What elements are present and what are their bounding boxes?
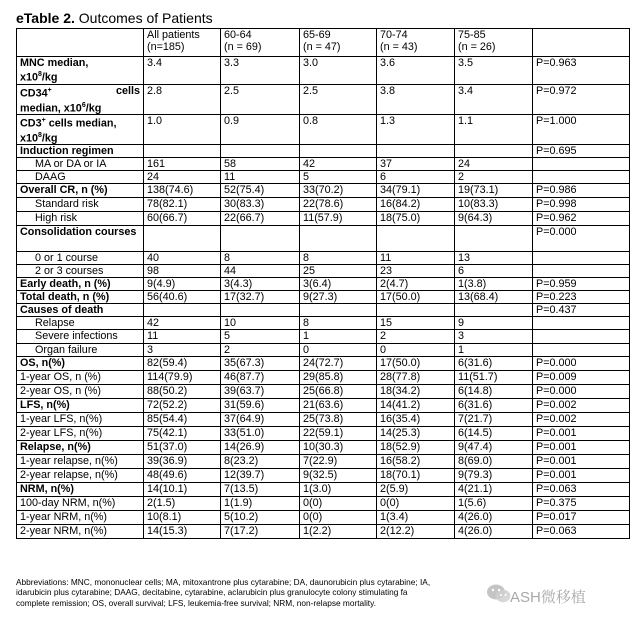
value-cell: 18(70.1) (377, 469, 455, 483)
p-value-cell: P=0.962 (533, 212, 630, 226)
value-cell: 14(25.3) (377, 427, 455, 441)
value-cell: 8 (300, 317, 377, 330)
value-cell: 3(4.3) (221, 278, 300, 291)
value-cell: 25(73.8) (300, 413, 377, 427)
value-cell: 9(64.3) (455, 212, 533, 226)
p-value-cell: P=0.000 (533, 226, 630, 252)
value-cell: 3.5 (455, 57, 533, 85)
value-cell (300, 304, 377, 317)
row-label: Relapse (17, 317, 144, 330)
value-cell: 8 (221, 252, 300, 265)
table-row (17, 330, 630, 344)
p-value-cell: P=0.986 (533, 184, 630, 198)
value-cell: 7(13.5) (221, 483, 300, 497)
table-row (17, 198, 630, 212)
p-value-cell: P=0.002 (533, 413, 630, 427)
row-label: CD3+ cells median, $x10^8/kg$ (17, 115, 144, 145)
p-value-cell (533, 171, 630, 184)
row-label: 2 or 3 courses (17, 265, 144, 278)
value-cell: 51(37.0) (144, 441, 221, 455)
value-cell: 17(50.0) (377, 357, 455, 371)
value-cell: 18(52.9) (377, 441, 455, 455)
table-title-text: Outcomes of Patients (78, 10, 213, 26)
value-cell: 6(14.5) (455, 427, 533, 441)
value-cell: 33(70.2) (300, 184, 377, 198)
value-cell: 1(5.6) (455, 497, 533, 511)
value-cell: 1 (455, 344, 533, 357)
value-cell: 2 (221, 344, 300, 357)
row-label: Relapse, n(%) (17, 441, 144, 455)
value-cell: 2(5.9) (377, 483, 455, 497)
value-cell (221, 304, 300, 317)
p-value-cell: P=0.695 (533, 145, 630, 158)
value-cell: 2.5 (300, 85, 377, 115)
table-row (17, 212, 630, 226)
p-value-cell: P=0.972 (533, 85, 630, 115)
value-cell: 2(12.2) (377, 525, 455, 539)
table-row-mnc (17, 57, 630, 85)
row-label: 0 or 1 course (17, 252, 144, 265)
value-cell: 6(31.6) (455, 357, 533, 371)
header-row (17, 29, 630, 57)
value-cell: 22(78.6) (300, 198, 377, 212)
value-cell: 48(49.6) (144, 469, 221, 483)
row-label: Consolidation courses (17, 226, 144, 252)
value-cell: 3 (455, 330, 533, 344)
table-row (17, 265, 630, 278)
row-label: DAAG (17, 171, 144, 184)
row-label: MNC median, $x10^8/kg$ (17, 57, 144, 85)
table-row (17, 371, 630, 385)
value-cell: 18(34.2) (377, 385, 455, 399)
value-cell: 9 (455, 317, 533, 330)
header-cell: 65-69 (n = 47) (300, 29, 377, 57)
header-cell (533, 29, 630, 57)
p-value-cell: P=0.998 (533, 198, 630, 212)
row-label: LFS, n(%) (17, 399, 144, 413)
value-cell: 34(79.1) (377, 184, 455, 198)
row-label: Severe infections (17, 330, 144, 344)
value-cell: 3.0 (300, 57, 377, 85)
value-cell: 22(59.1) (300, 427, 377, 441)
value-cell: 25 (300, 265, 377, 278)
value-cell: 0.8 (300, 115, 377, 145)
p-value-cell: P=0.963 (533, 57, 630, 85)
p-value-cell (533, 265, 630, 278)
value-cell: 11(57.9) (300, 212, 377, 226)
value-cell: 39(63.7) (221, 385, 300, 399)
value-cell: 2 (455, 171, 533, 184)
table-row (17, 158, 630, 171)
value-cell: 44 (221, 265, 300, 278)
footnote (16, 577, 629, 608)
value-cell: 60(66.7) (144, 212, 221, 226)
table-row (17, 385, 630, 399)
table-title-label: eTable 2. (16, 10, 75, 26)
p-value-cell: P=0.437 (533, 304, 630, 317)
value-cell: 24 (455, 158, 533, 171)
p-value-cell (533, 317, 630, 330)
row-label: Total death, n (%) (17, 291, 144, 304)
value-cell: 72(52.2) (144, 399, 221, 413)
value-cell: 24 (144, 171, 221, 184)
table-row (17, 455, 630, 469)
value-cell: 13 (455, 252, 533, 265)
value-cell: 39(36.9) (144, 455, 221, 469)
value-cell: 4(26.0) (455, 525, 533, 539)
table-row-cd34 (17, 85, 630, 115)
table-row (17, 511, 630, 525)
value-cell: 114(79.9) (144, 371, 221, 385)
value-cell: 2.5 (221, 85, 300, 115)
row-label: Early death, n (%) (17, 278, 144, 291)
value-cell: 8(69.0) (455, 455, 533, 469)
value-cell: 37 (377, 158, 455, 171)
value-cell: 1.0 (144, 115, 221, 145)
value-cell: 19(73.1) (455, 184, 533, 198)
value-cell (221, 145, 300, 158)
value-cell: 5(10.2) (221, 511, 300, 525)
value-cell: 10(83.3) (455, 198, 533, 212)
value-cell: 3.6 (377, 57, 455, 85)
value-cell: 37(64.9) (221, 413, 300, 427)
p-value-cell: P=0.017 (533, 511, 630, 525)
value-cell: 14(41.2) (377, 399, 455, 413)
row-label: High risk (17, 212, 144, 226)
p-value-cell: P=0.223 (533, 291, 630, 304)
value-cell: 0 (300, 344, 377, 357)
value-cell: 3.4 (144, 57, 221, 85)
table-row (17, 226, 630, 252)
table-row (17, 278, 630, 291)
value-cell: 42 (300, 158, 377, 171)
row-label: 2-year NRM, n(%) (17, 525, 144, 539)
value-cell: 33(51.0) (221, 427, 300, 441)
row-label: 1-year OS, n (%) (17, 371, 144, 385)
value-cell: 0(0) (377, 497, 455, 511)
p-value-cell: P=0.959 (533, 278, 630, 291)
value-cell: 2 (377, 330, 455, 344)
row-label: 2-year relapse, n(%) (17, 469, 144, 483)
table-row (17, 525, 630, 539)
value-cell: 1(1.9) (221, 497, 300, 511)
value-cell: 7(17.2) (221, 525, 300, 539)
table-row (17, 399, 630, 413)
value-cell: 9(4.9) (144, 278, 221, 291)
table-row (17, 441, 630, 455)
value-cell: 17(32.7) (221, 291, 300, 304)
table-row (17, 145, 630, 158)
value-cell: 11 (144, 330, 221, 344)
table-row (17, 184, 630, 198)
value-cell (144, 145, 221, 158)
value-cell: 29(85.8) (300, 371, 377, 385)
value-cell (144, 304, 221, 317)
value-cell: 24(72.7) (300, 357, 377, 371)
value-cell: 40 (144, 252, 221, 265)
value-cell: 2.8 (144, 85, 221, 115)
header-cell: 70-74 (n = 43) (377, 29, 455, 57)
value-cell: 28(77.8) (377, 371, 455, 385)
outcomes-table (16, 28, 630, 539)
value-cell: 58 (221, 158, 300, 171)
header-cell: 60-64 (n = 69) (221, 29, 300, 57)
p-value-cell: P=0.375 (533, 497, 630, 511)
value-cell: 3 (144, 344, 221, 357)
row-label: CD34+ cells median, $x10^6/kg$ (17, 85, 144, 115)
table-row (17, 497, 630, 511)
value-cell: 7(22.9) (300, 455, 377, 469)
value-cell: 6(14.8) (455, 385, 533, 399)
value-cell: 2(4.7) (377, 278, 455, 291)
p-value-cell: P=1.000 (533, 115, 630, 145)
value-cell: 35(67.3) (221, 357, 300, 371)
table-row (17, 427, 630, 441)
value-cell: 1(2.2) (300, 525, 377, 539)
value-cell: 10(30.3) (300, 441, 377, 455)
row-label: Organ failure (17, 344, 144, 357)
value-cell: 82(59.4) (144, 357, 221, 371)
value-cell: 1(3.8) (455, 278, 533, 291)
value-cell: 78(82.1) (144, 198, 221, 212)
value-cell: 9(47.4) (455, 441, 533, 455)
value-cell: 31(59.6) (221, 399, 300, 413)
value-cell: 14(26.9) (221, 441, 300, 455)
value-cell: 14(15.3) (144, 525, 221, 539)
value-cell: 4(26.0) (455, 511, 533, 525)
value-cell: 56(40.6) (144, 291, 221, 304)
value-cell: 17(50.0) (377, 291, 455, 304)
value-cell: 75(42.1) (144, 427, 221, 441)
p-value-cell (533, 344, 630, 357)
table-row (17, 357, 630, 371)
row-label: 2-year OS, n (%) (17, 385, 144, 399)
value-cell: 85(54.4) (144, 413, 221, 427)
footnote-line: idarubicin plus cytarabine; DAAG, decitabine, cytarabine, aclarubicin plus granulocyte colony stimulating fa (16, 587, 408, 598)
value-cell: 11 (221, 171, 300, 184)
p-value-cell: P=0.000 (533, 357, 630, 371)
p-value-cell: P=0.001 (533, 441, 630, 455)
value-cell: 52(75.4) (221, 184, 300, 198)
value-cell: 6 (377, 171, 455, 184)
value-cell: 11(51.7) (455, 371, 533, 385)
value-cell (300, 145, 377, 158)
value-cell: 23 (377, 265, 455, 278)
row-label: Induction regimen (17, 145, 144, 158)
value-cell: 1(3.4) (377, 511, 455, 525)
header-cell: All patients (n=185) (144, 29, 221, 57)
value-cell: 11 (377, 252, 455, 265)
row-label: 1-year NRM, n(%) (17, 511, 144, 525)
value-cell: 3(6.4) (300, 278, 377, 291)
value-cell (455, 226, 533, 252)
table-row (17, 252, 630, 265)
value-cell: 9(27.3) (300, 291, 377, 304)
p-value-cell: P=0.000 (533, 385, 630, 399)
value-cell: 22(66.7) (221, 212, 300, 226)
value-cell: 16(84.2) (377, 198, 455, 212)
header-cell (17, 29, 144, 57)
table-row (17, 291, 630, 304)
row-label: Standard risk (17, 198, 144, 212)
value-cell: 18(75.0) (377, 212, 455, 226)
footnote-line: Abbreviations: MNC, mononuclear cells; MA, mitoxantrone plus cytarabine; DA, daunorubicin plus cytarabine; IA, (16, 577, 431, 587)
table-row (17, 469, 630, 483)
value-cell: 42 (144, 317, 221, 330)
value-cell: 5 (221, 330, 300, 344)
value-cell: 10 (221, 317, 300, 330)
value-cell: 16(58.2) (377, 455, 455, 469)
value-cell: 8(23.2) (221, 455, 300, 469)
watermark-text: ASH微移植 (510, 589, 586, 606)
row-label: Causes of death (17, 304, 144, 317)
value-cell: 0(0) (300, 497, 377, 511)
p-value-cell: P=0.001 (533, 455, 630, 469)
value-cell: 0(0) (300, 511, 377, 525)
value-cell: 6(31.6) (455, 399, 533, 413)
table-row (17, 483, 630, 497)
row-label: Overall CR, n (%) (17, 184, 144, 198)
value-cell (144, 226, 221, 252)
p-value-cell: P=0.063 (533, 525, 630, 539)
value-cell: 1.3 (377, 115, 455, 145)
p-value-cell (533, 252, 630, 265)
value-cell: 25(66.8) (300, 385, 377, 399)
value-cell: 9(32.5) (300, 469, 377, 483)
value-cell: 5 (300, 171, 377, 184)
value-cell: 30(83.3) (221, 198, 300, 212)
value-cell: 3.3 (221, 57, 300, 85)
value-cell: 138(74.6) (144, 184, 221, 198)
table-row (17, 304, 630, 317)
table-row (17, 171, 630, 184)
value-cell: 10(8.1) (144, 511, 221, 525)
value-cell: 7(21.7) (455, 413, 533, 427)
value-cell (377, 226, 455, 252)
value-cell: 0.9 (221, 115, 300, 145)
value-cell: 9(79.3) (455, 469, 533, 483)
p-value-cell: P=0.009 (533, 371, 630, 385)
p-value-cell (533, 330, 630, 344)
value-cell: 21(63.6) (300, 399, 377, 413)
p-value-cell: P=0.002 (533, 399, 630, 413)
value-cell: 1.1 (455, 115, 533, 145)
value-cell: 98 (144, 265, 221, 278)
table-row (17, 317, 630, 330)
value-cell: 46(87.7) (221, 371, 300, 385)
footnote-line: complete remission; OS, overall survival; LFS, leukemia-free survival; NRM, non-relapse mortality. (16, 597, 376, 608)
value-cell (300, 226, 377, 252)
value-cell: 1(3.0) (300, 483, 377, 497)
value-cell: 12(39.7) (221, 469, 300, 483)
value-cell: 4(21.1) (455, 483, 533, 497)
value-cell: 1 (300, 330, 377, 344)
table-row (17, 344, 630, 357)
value-cell: 6 (455, 265, 533, 278)
value-cell: 3.8 (377, 85, 455, 115)
value-cell: 88(50.2) (144, 385, 221, 399)
row-label: OS, n(%) (17, 357, 144, 371)
value-cell: 16(35.4) (377, 413, 455, 427)
row-label: 1-year LFS, n(%) (17, 413, 144, 427)
value-cell (455, 304, 533, 317)
value-cell: 161 (144, 158, 221, 171)
p-value-cell (533, 158, 630, 171)
p-value-cell: P=0.063 (533, 483, 630, 497)
value-cell: 8 (300, 252, 377, 265)
value-cell (221, 226, 300, 252)
row-label: MA or DA or IA (17, 158, 144, 171)
value-cell: 14(10.1) (144, 483, 221, 497)
value-cell (377, 145, 455, 158)
table-title (16, 10, 213, 26)
row-label: 2-year LFS, n(%) (17, 427, 144, 441)
value-cell: 0 (377, 344, 455, 357)
value-cell: 2(1.5) (144, 497, 221, 511)
p-value-cell: P=0.001 (533, 427, 630, 441)
value-cell (377, 304, 455, 317)
row-label: NRM, n(%) (17, 483, 144, 497)
value-cell: 13(68.4) (455, 291, 533, 304)
value-cell: 3.4 (455, 85, 533, 115)
row-label: 100-day NRM, n(%) (17, 497, 144, 511)
value-cell: 15 (377, 317, 455, 330)
table-row (17, 413, 630, 427)
row-label: 1-year relapse, n(%) (17, 455, 144, 469)
header-cell: 75-85 (n = 26) (455, 29, 533, 57)
p-value-cell: P=0.001 (533, 469, 630, 483)
value-cell (455, 145, 533, 158)
table-row-cd3 (17, 115, 630, 145)
